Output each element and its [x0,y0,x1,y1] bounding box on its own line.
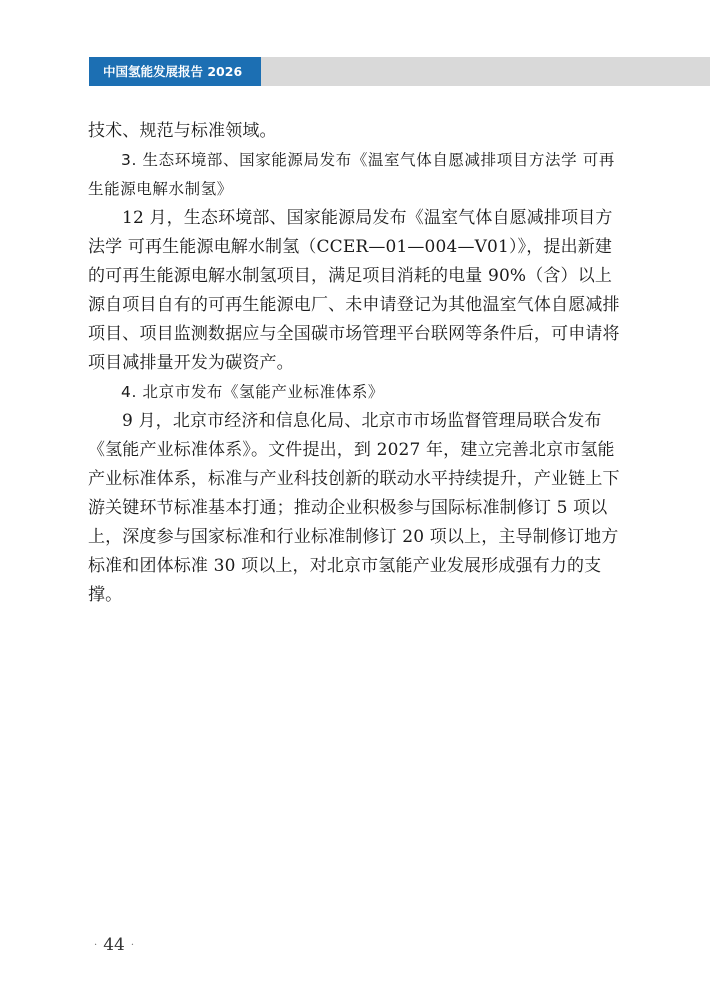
paragraph-section-4: 9 月，北京市经济和信息化局、北京市市场监督管理局联合发布《氢能产业标准体系》。文件提出，到 2027 年，建立完善北京市氢能产业标准体系，标准与产业科技创新的联动水平持续提升，产业链上下游关键环节标准基本打通；推动企业积极参与国际标准制修订 5 项以上，深度参与国家标准和行业标准制修订 20 项以上，主导制修订地方标准和团体标准 30 项以上，对北京市氢能产业发展形成强有力的支撑。 [88,411,620,605]
page-number-dot-left: · [94,940,98,951]
header-title: 中国氢能发展报告 2026 [89,57,261,86]
page-content [88,117,628,610]
section-heading-3: 3. 生态环境部、国家能源局发布《温室气体自愿减排项目方法学 可再生能源电解水制氢》 [88,151,615,198]
page-number-dot-right: · [130,940,135,951]
paragraph-continuation: 技术、规范与标准领域。 [88,121,277,141]
page-number: 44 [103,935,125,955]
page-number-footer [88,935,140,955]
paragraph-section-3: 12 月，生态环境部、国家能源局发布《温室气体自愿减排项目方法学 可再生能源电解水制氢（CCER—01—004—V01）》，提出新建的可再生能源电解水制氢项目，满足项目消耗的电量 90%（含）以上源自项目自有的可再生能源电厂、未申请登记为其他温室气体自愿减排项目、项目监测数据应与全国碳市场管理平台联网等条件后，可申请将项目减排量开发为碳资产。 [88,208,620,373]
section-heading-4: 4. 北京市发布《氢能产业标准体系》 [121,383,385,401]
